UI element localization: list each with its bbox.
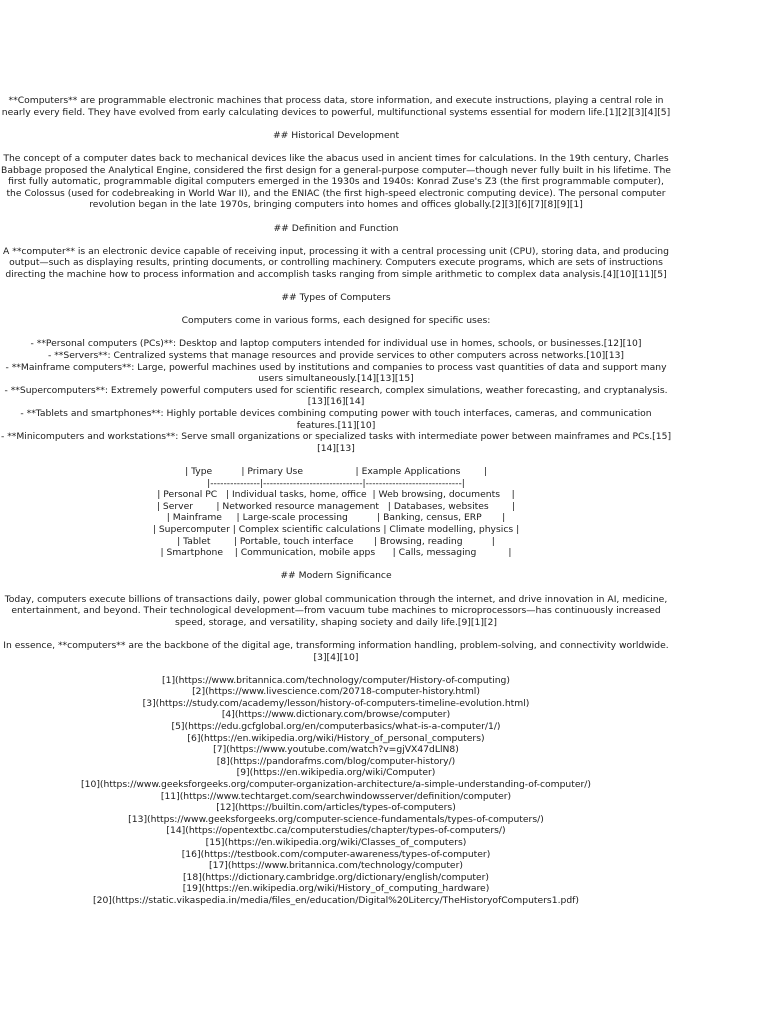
reference-link[interactable]: [3](https://study.com/academy/lesson/history-of-computers-timeline-evolution.html) bbox=[142, 697, 530, 709]
list-item: - **Supercomputers**: Extremely powerful computers used for scientific research, complex simulations, weather forecasting, and cryptanalysis.[13][16][14] bbox=[4, 384, 668, 408]
definition-heading: ## Definition and Function bbox=[273, 222, 399, 234]
reference-link[interactable]: [15](https://en.wikipedia.org/wiki/Classes_of_computers) bbox=[205, 837, 467, 848]
reference-link[interactable]: [11](https://www.techtarget.com/searchwindowsserver/definition/computer) bbox=[160, 790, 512, 802]
reference-link[interactable]: [19](https://en.wikipedia.org/wiki/History_of_computing_hardware) bbox=[182, 883, 490, 895]
significance-heading: ## Modern Significance bbox=[280, 570, 392, 582]
table-row: | Personal PC | Individual tasks, home, office | Web browsing, documents | bbox=[157, 489, 515, 501]
reference-link[interactable]: [18](https://dictionary.cambridge.org/dictionary/english/computer) bbox=[182, 871, 490, 883]
reference-link[interactable]: [13](https://www.geeksforgeeks.org/computer-science-fundamentals/types-of-computers/) bbox=[128, 813, 544, 825]
types-lead: Computers come in various forms, each designed for specific uses: bbox=[181, 315, 491, 327]
table-row: | Server | Networked resource management | Databases, websites | bbox=[156, 500, 516, 512]
references-list bbox=[0, 675, 672, 907]
reference-link[interactable]: [5](https://edu.gcfglobal.org/en/computerbasics/what-is-a-computer/1/) bbox=[171, 721, 501, 733]
table-row: | Tablet | Portable, touch interface | Browsing, reading | bbox=[177, 535, 495, 547]
reference-link[interactable]: [9](https://en.wikipedia.org/wiki/Computer) bbox=[236, 767, 436, 779]
list-item: - **Minicomputers and workstations**: Serve small organizations or specialized tasks with intermediate power between mainframes and PCs.[15][14][13] bbox=[0, 431, 672, 454]
reference-link[interactable]: [2](https://www.livescience.com/20718-computer-history.html) bbox=[192, 686, 480, 698]
list-item: - **Personal computers (PCs)**: Desktop and laptop computers intended for individual use in homes, schools, or businesses.[12][10] bbox=[30, 338, 642, 350]
list-item: - **Mainframe computers**: Large, powerful machines used by institutions and companies to process vast quantities of data and support many users simultaneously.[14][13][15] bbox=[5, 361, 670, 385]
definition-paragraph: A **computer** is an electronic device capable of receiving input, processing it with a central processing unit (CPU), storing data, and producing output—such as displaying results, printing documents, or controlling machinery. Computers execute programs, which are sets of instructions directing the machine how to process information and accomplish tasks ranging from simple arithmetic to complex data analysis.[4][10][11][5] bbox=[3, 245, 672, 280]
closing-paragraph: In essence, **computers** are the backbone of the digital age, transforming information handling, problem-solving, and connectivity worldwide.[3][4][10] bbox=[3, 639, 669, 663]
reference-link[interactable]: [7](https://www.youtube.com/watch?v=gjVX47dLlN8) bbox=[213, 744, 459, 756]
types-table bbox=[0, 466, 672, 559]
reference-link[interactable]: [14](https://opentextbc.ca/computerstudies/chapter/types-of-computers/) bbox=[166, 825, 506, 837]
reference-link[interactable]: [17](https://www.britannica.com/technology/computer) bbox=[209, 860, 463, 872]
reference-link[interactable]: [16](https://testbook.com/computer-awareness/types-of-computer) bbox=[181, 848, 491, 860]
table-row: | Type | Primary Use | Example Applications | bbox=[185, 466, 487, 477]
history-paragraph: The concept of a computer dates back to mechanical devices like the abacus used in ancient times for calculations. In the 19th century, Charles Babbage proposed the Analytical Engine, considered the first design for a general-purpose computer—though never fully built in his lifetime. The first fully automatic, programmable digital computers emerged in the 1930s and 1940s: Konrad Zuse's Z3 (the first programmable computer), the Colossus (used for codebreaking in World War II), and the ENIAC (the first high-speed electronic computing device). The personal computer revolution began in the late 1970s, bringing computers into homes and offices globally.[2][3][6][7][8][9][1] bbox=[1, 152, 674, 211]
reference-link[interactable]: [1](https://www.britannica.com/technology/computer/History-of-computing) bbox=[162, 674, 510, 686]
reference-link[interactable]: [4](https://www.dictionary.com/browse/computer) bbox=[221, 709, 451, 721]
types-list bbox=[0, 338, 672, 454]
reference-link[interactable]: [10](https://www.geeksforgeeks.org/computer-organization-architecture/a-simple-understanding-of-computer/) bbox=[81, 779, 591, 791]
table-row: |---------------|------------------------------|-----------------------------| bbox=[207, 477, 465, 489]
list-item: - **Tablets and smartphones**: Highly portable devices combining computing power with touch interfaces, cameras, and communication features.[11][10] bbox=[20, 408, 655, 431]
intro-paragraph: **Computers** are programmable electronic machines that process data, store information, and execute instructions, playing a central role in nearly every field. They have evolved from early calculating devices to powerful, multifunctional systems essential for modern life.[1][2][3][4][5] bbox=[1, 95, 671, 118]
table-row: | Supercomputer | Complex scientific calculations | Climate modelling, physics | bbox=[152, 523, 520, 535]
types-heading: ## Types of Computers bbox=[281, 292, 391, 304]
reference-link[interactable]: [20](https://static.vikaspedia.in/media/files_en/education/Digital%20Litercy/TheHistoryofComputers1.pdf) bbox=[93, 894, 579, 906]
reference-link[interactable]: [6](https://en.wikipedia.org/wiki/History_of_personal_computers) bbox=[187, 732, 485, 744]
table-row: | Smartphone | Communication, mobile apps | Calls, messaging | bbox=[160, 547, 512, 559]
significance-paragraph: Today, computers execute billions of transactions daily, power global communication through the internet, and drive innovation in AI, medicine, entertainment, and beyond. Their technological development—from vacuum tube machines to microprocessors—has continuously increased speed, storage, and versatility, shaping society and daily life.[9][1][2] bbox=[4, 593, 671, 628]
list-item: - **Servers**: Centralized systems that manage resources and provide services to other computers across networks.[10][13] bbox=[47, 350, 625, 362]
history-heading: ## Historical Development bbox=[272, 129, 400, 141]
table-row: | Mainframe | Large-scale processing | Banking, census, ERP | bbox=[166, 512, 506, 524]
reference-link[interactable]: [8](https://pandorafms.com/blog/computer-history/) bbox=[216, 755, 456, 767]
reference-link[interactable]: [12](https://builtin.com/articles/types-of-computers) bbox=[216, 802, 456, 814]
